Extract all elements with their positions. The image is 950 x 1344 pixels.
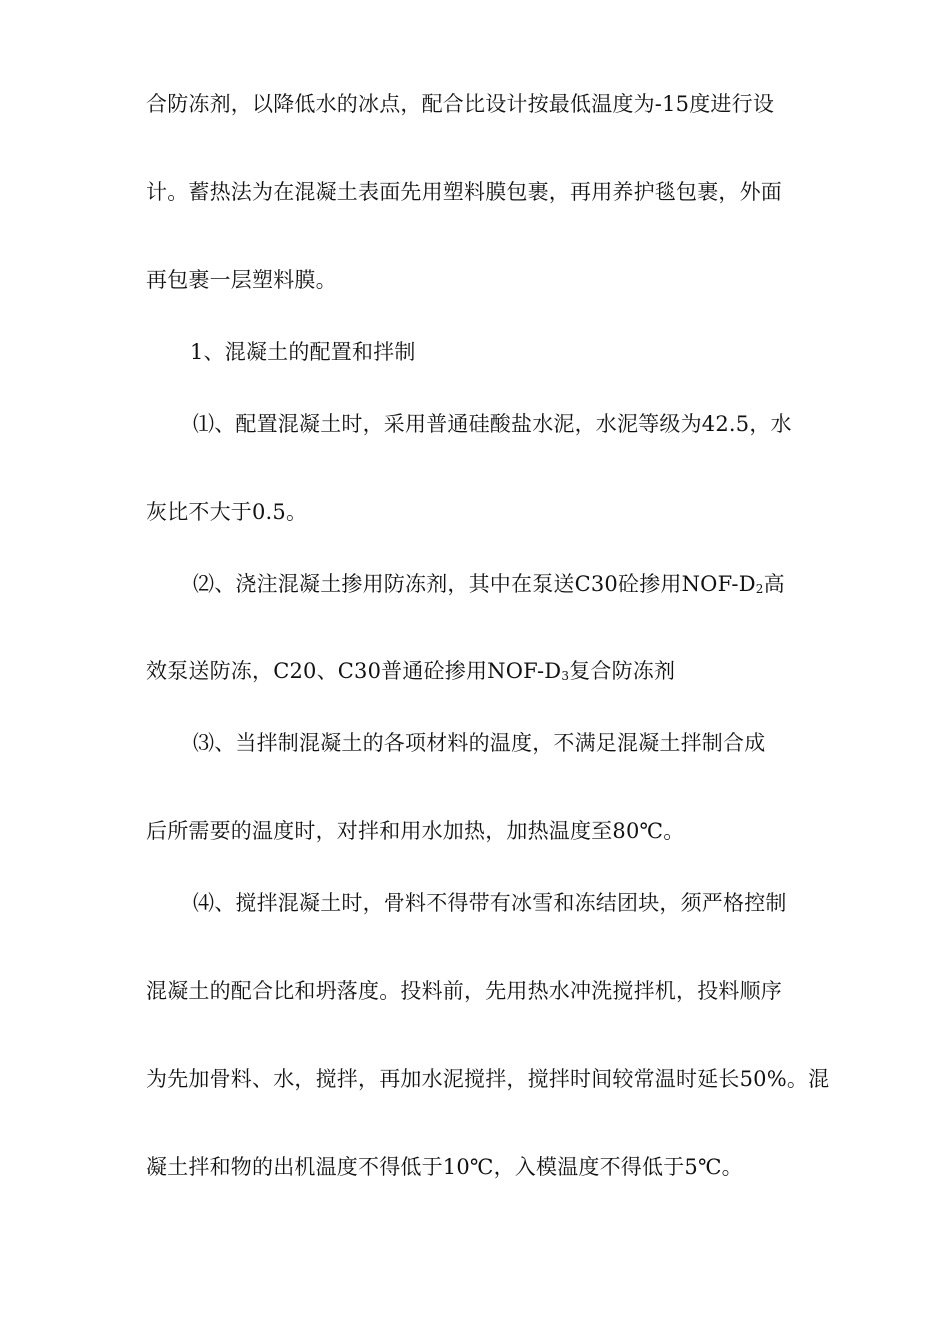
paragraph-line: 后所需要的温度时，对拌和用水加热，加热温度至80℃。 xyxy=(146,819,685,843)
paragraph-line: 灰比不大于0.5。 xyxy=(146,500,308,524)
paragraph-line: 为先加骨料、水，搅拌，再加水泥搅拌，搅拌时间较常温时延长50%。混 xyxy=(146,1067,830,1091)
subscript: 3 xyxy=(561,669,570,683)
paragraph-line xyxy=(193,570,785,598)
line-text: 效泵送防冻，C20、C30普通砼掺用NOF-D xyxy=(146,659,562,683)
paragraph-line xyxy=(146,657,675,685)
paragraph-line: 再包裹一层塑料膜。 xyxy=(146,268,337,292)
paragraph-line: 合防冻剂，以降低水的冰点，配合比设计按最低温度为-15度进行设 xyxy=(146,92,775,116)
paragraph-line: 混凝土的配合比和坍落度。投料前，先用热水冲洗搅拌机，投料顺序 xyxy=(146,979,782,1003)
section-heading: 1、混凝土的配置和拌制 xyxy=(190,340,416,364)
line-text: 复合防冻剂 xyxy=(569,659,676,683)
paragraph-line: 计。蓄热法为在混凝土表面先用塑料膜包裹，再用养护毯包裹，外面 xyxy=(146,180,782,204)
paragraph-line: ⑶、当拌制混凝土的各项材料的温度，不满足混凝土拌制合成 xyxy=(193,731,766,755)
line-text: ⑵、浇注混凝土掺用防冻剂，其中在泵送C30砼掺用NOF-D xyxy=(193,572,756,596)
subscript: 2 xyxy=(755,582,764,596)
paragraph-line: ⑴、配置混凝土时，采用普通硅酸盐水泥，水泥等级为42.5，水 xyxy=(193,412,792,436)
paragraph-line: 凝土拌和物的出机温度不得低于10℃，入模温度不得低于5℃。 xyxy=(146,1155,743,1179)
line-text: 高 xyxy=(763,572,785,596)
paragraph-line: ⑷、搅拌混凝土时，骨料不得带有冰雪和冻结团块，须严格控制 xyxy=(193,891,787,915)
